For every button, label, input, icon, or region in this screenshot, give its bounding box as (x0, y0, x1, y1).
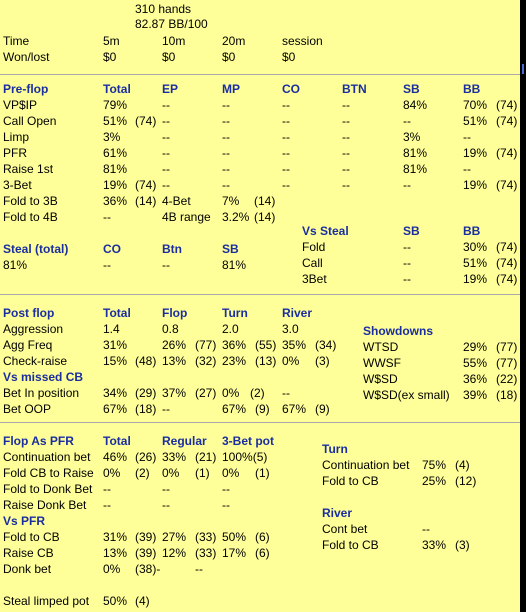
call-open-total: 51% (103, 114, 128, 128)
cbet-total: 46% (103, 450, 128, 464)
vs-steal-3bet-sb: -- (403, 272, 411, 286)
four-bet-range-count: (14) (254, 210, 276, 224)
turn-fold-to-cb-count: (12) (455, 474, 477, 488)
fold-to-4b-value: -- (103, 210, 111, 224)
cbet-regular: 33% (162, 450, 187, 464)
agg-freq-river-count: (34) (315, 338, 337, 352)
raise-cb-label: Raise CB (3, 546, 54, 560)
river-fold-to-cb-label: Fold to CB (322, 538, 379, 552)
call-open-total-count: (74) (135, 114, 157, 128)
raise-first-bb: -- (463, 162, 471, 176)
postflop-col-river: River (282, 306, 313, 320)
limp-ep: -- (162, 130, 170, 144)
vs-steal-heading: Vs Steal (302, 224, 349, 238)
vs-steal-call-label: Call (302, 256, 323, 270)
time-label: Time (3, 34, 30, 48)
cbet-regular-count: (21) (195, 450, 217, 464)
bet-oop-turn: 67% (222, 402, 247, 416)
fold-cb-to-raise-3bet-pot-count: (1) (255, 466, 270, 480)
wsd-label: W$SD (363, 372, 398, 386)
limp-co: -- (282, 130, 290, 144)
wsd-count: (22) (496, 372, 518, 386)
steal-total-value: 81% (3, 258, 28, 272)
vs-steal-col-sb: SB (403, 224, 420, 238)
check-raise-turn-count: (13) (255, 354, 277, 368)
aggression-flop: 0.8 (162, 322, 179, 336)
river-cont-bet-label: Cont bet (322, 522, 368, 536)
fold-to-3b-value: 36% (103, 194, 128, 208)
fold-to-cb-3bet-pot-count: (6) (255, 530, 270, 544)
fold-to-cb-total: 31% (103, 530, 128, 544)
fold-cb-to-raise-total-count: (2) (135, 466, 150, 480)
river-fold-to-cb-count: (3) (455, 538, 470, 552)
preflop-heading: Pre-flop (3, 82, 49, 96)
donk-bet-total-count: (38)- (135, 562, 161, 576)
fold-to-donk-bet-3bet-pot: -- (222, 482, 230, 496)
vpip-total: 79% (103, 98, 128, 112)
preflop-col-ep: EP (162, 82, 179, 96)
three-bet-total: 19% (103, 178, 128, 192)
wsd-ex-small-value: 39% (463, 388, 488, 402)
postflop-heading: Post flop (3, 306, 55, 320)
postflop-col-turn: Turn (222, 306, 248, 320)
bet-in-position-total-count: (29) (135, 386, 157, 400)
call-open-label: Call Open (3, 114, 57, 128)
turn-fold-to-cb-value: 25% (422, 474, 447, 488)
hands-count: 310 hands (135, 2, 192, 16)
fold-to-donk-bet-regular: -- (162, 482, 170, 496)
three-bet-ep: -- (162, 178, 170, 192)
three-bet-mp: -- (222, 178, 230, 192)
separator (0, 422, 520, 423)
pfr-co: -- (282, 146, 290, 160)
fold-to-donk-bet-label: Fold to Donk Bet (3, 482, 93, 496)
vs-steal-call-bb-count: (74) (496, 256, 518, 270)
vpip-co: -- (282, 98, 290, 112)
bet-in-position-flop: 37% (162, 386, 187, 400)
wwsf-value: 55% (463, 356, 488, 370)
fold-to-donk-bet-total: -- (103, 482, 111, 496)
steal-col-co: CO (103, 242, 121, 256)
flop-as-pfr-col-total: Total (103, 434, 131, 448)
bet-oop-label: Bet OOP (3, 402, 52, 416)
four-bet-range-value: 3.2% (222, 210, 250, 224)
raise-cb-total-count: (39) (135, 546, 157, 560)
bet-oop-flop: -- (162, 402, 170, 416)
raise-first-sb: 81% (403, 162, 428, 176)
wwsf-count: (77) (496, 356, 518, 370)
bb-per-100: 82.87 BB/100 (135, 17, 208, 31)
limp-total: 3% (103, 130, 121, 144)
vs-steal-fold-bb: 30% (463, 240, 488, 254)
fold-to-3b-label: Fold to 3B (3, 194, 58, 208)
raise-donk-bet-3bet-pot: -- (222, 498, 230, 512)
postflop-col-flop: Flop (162, 306, 188, 320)
bet-oop-total: 67% (103, 402, 128, 416)
three-bet-btn: -- (342, 178, 350, 192)
bet-in-position-turn-count: (2) (250, 386, 265, 400)
four-bet-value: 7% (222, 194, 240, 208)
check-raise-flop: 13% (162, 354, 187, 368)
check-raise-label: Check-raise (3, 354, 68, 368)
pfr-ep: -- (162, 146, 170, 160)
bet-in-position-total: 34% (103, 386, 128, 400)
fold-cb-to-raise-total: 0% (103, 466, 121, 480)
raise-first-co: -- (282, 162, 290, 176)
raise-donk-bet-regular: -- (162, 498, 170, 512)
steal-col-sb: SB (222, 242, 239, 256)
bet-oop-river-count: (9) (315, 402, 330, 416)
preflop-col-btn: BTN (342, 82, 367, 96)
won-lost-session: $0 (282, 50, 296, 64)
raise-cb-regular-count: (33) (195, 546, 217, 560)
check-raise-river: 0% (282, 354, 300, 368)
flop-as-pfr-heading: Flop As PFR (3, 434, 74, 448)
aggression-total: 1.4 (103, 322, 120, 336)
three-bet-total-count: (74) (135, 178, 157, 192)
aggression-river: 3.0 (282, 322, 299, 336)
vs-steal-3bet-bb: 19% (463, 272, 488, 286)
cbet-total-count: (26) (135, 450, 157, 464)
won-lost-label: Won/lost (3, 50, 50, 64)
check-raise-total-count: (48) (135, 354, 157, 368)
time-session: session (282, 34, 323, 48)
preflop-col-co: CO (282, 82, 300, 96)
turn-cbet-count: (4) (455, 458, 470, 472)
check-raise-turn: 23% (222, 354, 247, 368)
wwsf-label: WWSF (363, 356, 401, 370)
vs-steal-fold-label: Fold (302, 240, 326, 254)
turn-heading: Turn (322, 442, 348, 456)
flop-as-pfr-col-3bet-pot: 3-Bet pot (222, 434, 274, 448)
three-bet-co: -- (282, 178, 290, 192)
vs-steal-fold-sb: -- (403, 240, 411, 254)
steal-limped-pot-value: 50% (103, 594, 128, 608)
donk-bet-label: Donk bet (3, 562, 52, 576)
four-bet-range-label: 4B range (162, 210, 211, 224)
three-bet-bb: 19% (463, 178, 488, 192)
turn-cbet-value: 75% (422, 458, 447, 472)
agg-freq-flop-count: (77) (195, 338, 217, 352)
vs-steal-col-bb: BB (463, 224, 481, 238)
pfr-mp: -- (222, 146, 230, 160)
won-lost-20m: $0 (222, 50, 236, 64)
wsd-ex-small-label: W$SD(ex small) (363, 388, 450, 402)
separator (0, 294, 520, 295)
separator (0, 74, 520, 75)
vpip-mp: -- (222, 98, 230, 112)
window-border (520, 0, 526, 612)
fold-cb-to-raise-3bet-pot: 0% (222, 466, 240, 480)
border-marker (522, 64, 524, 74)
fold-to-cb-label: Fold to CB (3, 530, 60, 544)
raise-cb-regular: 12% (162, 546, 187, 560)
vpip-sb: 84% (403, 98, 428, 112)
bet-in-position-flop-count: (27) (195, 386, 217, 400)
call-open-sb: -- (403, 114, 411, 128)
fold-to-3b-count: (14) (135, 194, 157, 208)
fold-cb-to-raise-label: Fold CB to Raise (3, 466, 94, 480)
three-bet-label: 3-Bet (3, 178, 32, 192)
bet-oop-river: 67% (282, 402, 307, 416)
vs-steal-3bet-bb-count: (74) (496, 272, 518, 286)
bet-in-position-turn: 0% (222, 386, 240, 400)
fold-to-cb-3bet-pot: 50% (222, 530, 247, 544)
call-open-co: -- (282, 114, 290, 128)
turn-cbet-label: Continuation bet (322, 458, 410, 472)
fold-to-cb-regular-count: (33) (195, 530, 217, 544)
preflop-col-total: Total (103, 82, 131, 96)
vs-steal-call-bb: 51% (463, 256, 488, 270)
agg-freq-flop: 26% (162, 338, 187, 352)
wtsd-label: WTSD (363, 340, 399, 354)
showdowns-heading: Showdowns (363, 324, 433, 338)
call-open-btn: -- (342, 114, 350, 128)
pfr-label: PFR (3, 146, 27, 160)
pfr-sb: 81% (403, 146, 428, 160)
postflop-col-total: Total (103, 306, 131, 320)
agg-freq-label: Agg Freq (3, 338, 53, 352)
steal-limped-pot-label: Steal limped pot (3, 594, 90, 608)
preflop-col-mp: MP (222, 82, 240, 96)
donk-bet-regular: -- (195, 562, 203, 576)
fold-cb-to-raise-regular-count: (1) (195, 466, 210, 480)
limp-sb: 3% (403, 130, 421, 144)
raise-first-btn: -- (342, 162, 350, 176)
limp-mp: -- (222, 130, 230, 144)
raise-donk-bet-total: -- (103, 498, 111, 512)
fold-to-cb-total-count: (39) (135, 530, 157, 544)
steal-co-value: -- (103, 258, 111, 272)
vpip-label: VP$IP (3, 98, 38, 112)
call-open-bb-count: (74) (496, 114, 518, 128)
river-fold-to-cb-value: 33% (422, 538, 447, 552)
vpip-btn: -- (342, 98, 350, 112)
raise-first-ep: -- (162, 162, 170, 176)
river-heading: River (322, 506, 353, 520)
time-5m: 5m (103, 34, 120, 48)
turn-fold-to-cb-label: Fold to CB (322, 474, 379, 488)
pfr-bb: 19% (463, 146, 488, 160)
steal-total-heading: Steal (total) (3, 242, 69, 256)
fold-cb-to-raise-regular: 0% (162, 466, 180, 480)
bet-in-position-river: -- (282, 386, 290, 400)
river-cont-bet-value: -- (422, 522, 430, 536)
agg-freq-turn: 36% (222, 338, 247, 352)
raise-cb-total: 13% (103, 546, 128, 560)
steal-sb-value: 81% (222, 258, 247, 272)
vpip-bb-count: (74) (496, 98, 518, 112)
call-open-ep: -- (162, 114, 170, 128)
donk-bet-total: 0% (103, 562, 121, 576)
raise-donk-bet-label: Raise Donk Bet (3, 498, 87, 512)
limp-btn: -- (342, 130, 350, 144)
aggression-label: Aggression (3, 322, 64, 336)
steal-col-btn: Btn (162, 242, 182, 256)
call-open-mp: -- (222, 114, 230, 128)
raise-cb-3bet-pot-count: (6) (255, 546, 270, 560)
bet-oop-total-count: (18) (135, 402, 157, 416)
preflop-col-sb: SB (403, 82, 420, 96)
agg-freq-river: 35% (282, 338, 307, 352)
vs-steal-3bet-label: 3Bet (302, 272, 327, 286)
won-lost-5m: $0 (103, 50, 117, 64)
agg-freq-turn-count: (55) (255, 338, 277, 352)
raise-first-mp: -- (222, 162, 230, 176)
raise-cb-3bet-pot: 17% (222, 546, 247, 560)
pfr-bb-count: (74) (496, 146, 518, 160)
steal-limped-pot-count: (4) (135, 594, 150, 608)
pfr-btn: -- (342, 146, 350, 160)
agg-freq-total: 31% (103, 338, 128, 352)
wsd-ex-small-count: (18) (496, 388, 518, 402)
wtsd-value: 29% (463, 340, 488, 354)
four-bet-label: 4-Bet (162, 194, 191, 208)
raise-first-total: 81% (103, 162, 128, 176)
pfr-total: 61% (103, 146, 128, 160)
bet-in-position-label: Bet In position (3, 386, 80, 400)
wsd-value: 36% (463, 372, 488, 386)
vs-missed-cb-heading: Vs missed CB (3, 370, 84, 384)
check-raise-total: 15% (103, 354, 128, 368)
wtsd-count: (77) (496, 340, 518, 354)
vpip-bb: 70% (463, 98, 488, 112)
limp-label: Limp (3, 130, 30, 144)
fold-to-cb-regular: 27% (162, 530, 187, 544)
check-raise-river-count: (3) (315, 354, 330, 368)
three-bet-bb-count: (74) (496, 178, 518, 192)
vs-pfr-heading: Vs PFR (3, 514, 46, 528)
cbet-3bet-pot: 100%(5) (222, 450, 268, 464)
aggression-turn: 2.0 (222, 322, 239, 336)
time-10m: 10m (162, 34, 186, 48)
won-lost-10m: $0 (162, 50, 176, 64)
limp-bb: -- (463, 130, 471, 144)
three-bet-sb: -- (403, 178, 411, 192)
check-raise-flop-count: (32) (195, 354, 217, 368)
bet-oop-turn-count: (9) (255, 402, 270, 416)
four-bet-count: (14) (254, 194, 276, 208)
raise-first-label: Raise 1st (3, 162, 54, 176)
vpip-ep: -- (162, 98, 170, 112)
flop-as-pfr-col-regular: Regular (162, 434, 207, 448)
steal-btn-value: -- (162, 258, 170, 272)
time-20m: 20m (222, 34, 246, 48)
preflop-col-bb: BB (463, 82, 481, 96)
call-open-bb: 51% (463, 114, 488, 128)
fold-to-4b-label: Fold to 4B (3, 210, 58, 224)
cbet-label: Continuation bet (3, 450, 91, 464)
vs-steal-fold-bb-count: (74) (496, 240, 518, 254)
vs-steal-call-sb: -- (403, 256, 411, 270)
